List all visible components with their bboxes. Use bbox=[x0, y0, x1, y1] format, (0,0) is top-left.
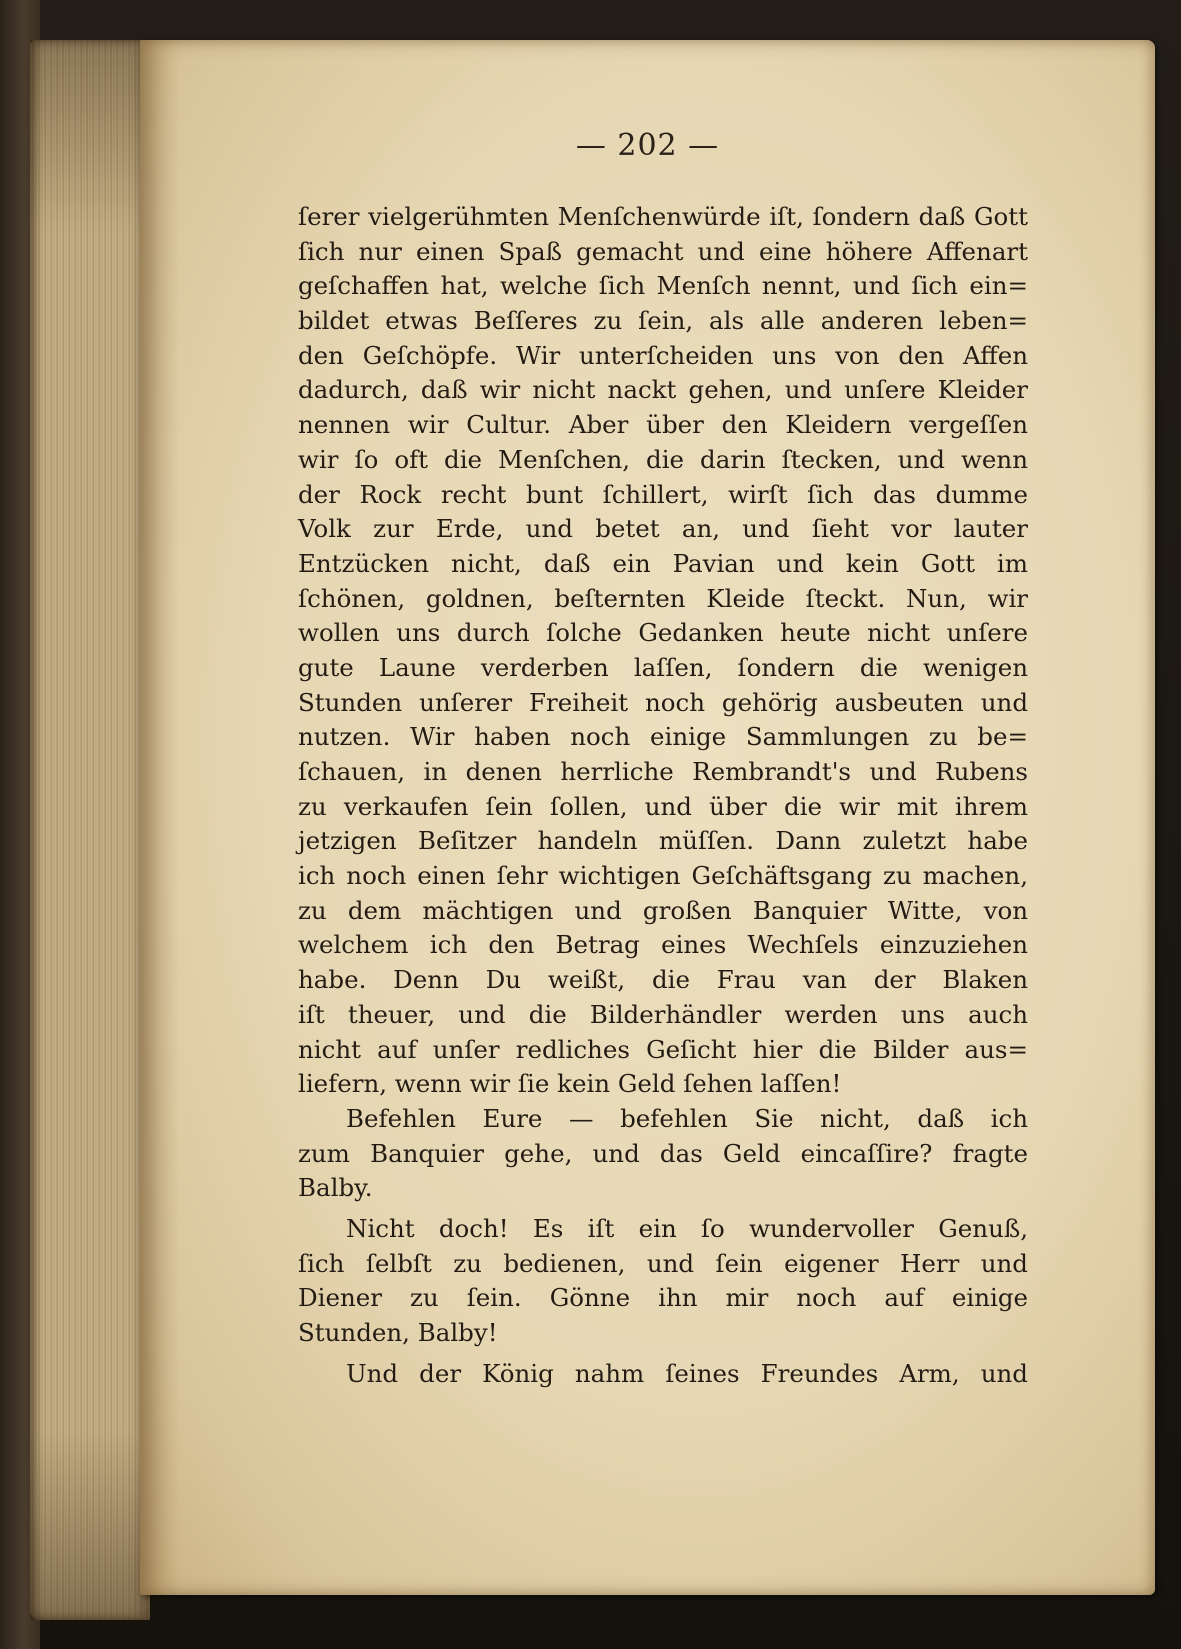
text-line: der Rock recht bunt ſchillert, wirſt ſich das dumme bbox=[298, 479, 1028, 509]
text-line: Nicht doch! Es iſt ein ſo wundervoller Genuß, bbox=[346, 1213, 1028, 1243]
text-line: Diener zu ſein. Gönne ihn mir noch auf einige bbox=[298, 1283, 1028, 1313]
text-line: Befehlen Eure — befehlen Sie nicht, daß ich bbox=[346, 1103, 1028, 1133]
text-line: welchem ich den Betrag eines Wechſels einzuziehen bbox=[298, 930, 1028, 960]
text-line: geſchaffen hat, welche ſich Menſch nennt, und ſich ein= bbox=[298, 271, 1028, 301]
page-edges bbox=[30, 40, 150, 1620]
text-line: dadurch, daß wir nicht nackt gehen, und unſere Kleider bbox=[298, 375, 1028, 405]
text-line: ſerer vielgerühmten Menſchenwürde iſt, ſondern daß Gott bbox=[298, 202, 1028, 231]
text-line: nennen wir Cultur. Aber über den Kleidern vergeſſen bbox=[298, 410, 1028, 440]
text-line: wir ſo oft die Menſchen, die darin ſtecken, und wenn bbox=[298, 444, 1028, 474]
text-line: Und der König nahm ſeines Freundes Arm, und bbox=[346, 1358, 1028, 1388]
text-line: zum Banquier gehe, und das Geld eincaſſire? fragte bbox=[298, 1138, 1028, 1168]
text-line: ich noch einen ſehr wichtigen Geſchäftsgang zu machen, bbox=[298, 861, 1028, 891]
text-line: gute Laune verderben laſſen, ſondern die wenigen bbox=[298, 652, 1028, 682]
text-line: zu dem mächtigen und großen Banquier Witte, von bbox=[298, 895, 1028, 925]
text-line: Balby. bbox=[298, 1173, 373, 1203]
text-line: Stunden unſerer Freiheit noch gehörig ausbeuten und bbox=[298, 687, 1028, 717]
text-line: habe. Denn Du weißt, die Frau van der Blaken bbox=[298, 965, 1028, 995]
text-line: ſich ſelbſt zu bedienen, und ſein eigener Herr und bbox=[298, 1248, 1028, 1278]
text-line: zu verkaufen ſein ſollen, und über die wir mit ihrem bbox=[298, 791, 1028, 821]
text-line: nutzen. Wir haben noch einige Sammlungen zu be= bbox=[298, 722, 1028, 752]
body-text bbox=[298, 200, 1028, 1391]
text-line: iſt theuer, und die Bilderhändler werden uns auch bbox=[298, 999, 1028, 1029]
text-line: ſchönen, goldnen, beſternten Kleide ſteckt. Nun, wir bbox=[298, 583, 1028, 613]
text-line: jetzigen Beſitzer handeln müſſen. Dann zuletzt habe bbox=[298, 826, 1028, 856]
text-line: ſich nur einen Spaß gemacht und eine höhere Affenart bbox=[298, 236, 1028, 266]
page-number: — 202 — bbox=[575, 128, 720, 163]
text-line: den Geſchöpfe. Wir unterſcheiden uns von den Affen bbox=[298, 340, 1028, 370]
text-line: Volk zur Erde, und betet an, und ſieht vor lauter bbox=[298, 514, 1028, 544]
book-page bbox=[140, 40, 1155, 1595]
text-line: Stunden, Balby! bbox=[298, 1318, 498, 1347]
text-line: ſchauen, in denen herrliche Rembrandt's und Rubens bbox=[298, 757, 1028, 786]
text-line: wollen uns durch ſolche Gedanken heute nicht unſere bbox=[298, 618, 1028, 648]
text-line: Entzücken nicht, daß ein Pavian und kein Gott im bbox=[298, 548, 1028, 578]
text-line: bildet etwas Beſſeres zu ſein, als alle anderen leben= bbox=[298, 306, 1028, 336]
text-line: nicht auf unſer redliches Geſicht hier die Bilder aus= bbox=[298, 1034, 1028, 1064]
text-line: liefern, wenn wir ſie kein Geld ſehen laſſen! bbox=[298, 1069, 842, 1099]
